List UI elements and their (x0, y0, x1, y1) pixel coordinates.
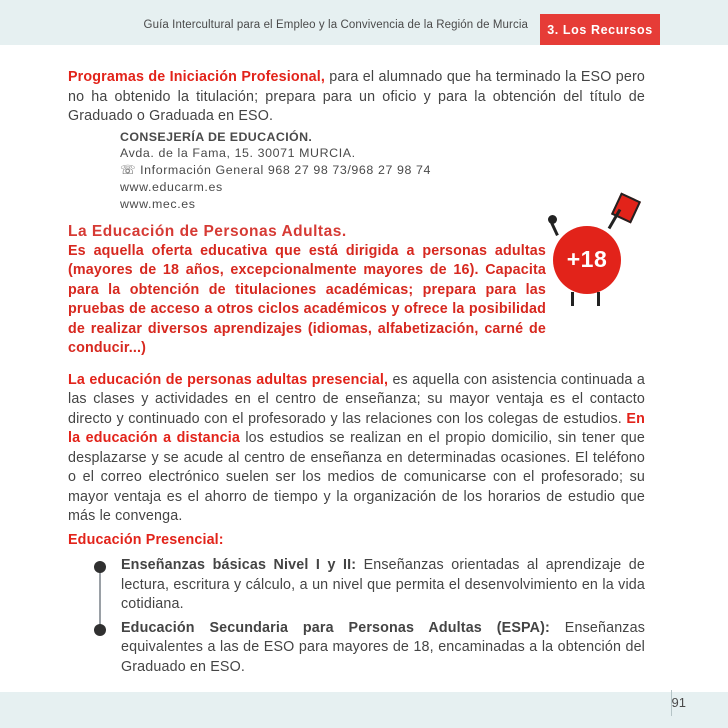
list-item-text: Enseñanzas orientadas al aprendizaje de lectura, escritura y cálculo, a un nivel que permita el desenvolvimiento en la vida cotidiana. (121, 557, 646, 613)
intro-lead: Programas de Iniciación Profesional, (68, 69, 325, 85)
bullet-icon (94, 561, 106, 573)
list-item-bold: Enseñanzas básicas Nivel I y II: (121, 557, 357, 574)
intro-paragraph (68, 68, 645, 127)
contact-phone-line (120, 162, 645, 179)
list-item (68, 619, 645, 678)
age-badge: +18 (553, 226, 621, 294)
list-item-bold: Educación Secundaria para Personas Adultas (ESPA): (121, 619, 550, 636)
adults-desc (68, 242, 546, 359)
bullet-icon (94, 624, 106, 636)
contact-address: Avda. de la Fama, 15. 30071 MURCIA. (120, 146, 356, 161)
contact-phone: Información General 968 27 98 73/968 27 98 74 (140, 163, 431, 178)
presencial-paragraph (68, 371, 645, 527)
phone-icon: ☏ (120, 163, 141, 178)
section-tab: 3. Los Recursos (540, 14, 660, 45)
intro-text: para el alumnado que ha terminado la ESO pero no ha obtenido la titulación; prepara para un oficio y para la obtención del título de Graduado o Graduada en ESO. (68, 69, 646, 124)
adults-block (68, 242, 645, 359)
page-number: 91 (671, 695, 686, 710)
contact-org: CONSEJERÍA DE EDUCACIÓN. (120, 129, 313, 144)
age-badge-figure (553, 196, 653, 306)
presencial-bold1: La educación de personas adultas presencial, (68, 371, 389, 388)
presencial-heading: Educación Presencial: (68, 531, 224, 548)
presencial-list (68, 556, 645, 677)
list-item-text: Enseñanzas equivalentes a las de ESO para mayores de 18, encaminadas a la obtención del Graduado en ESO. (121, 619, 646, 675)
guide-title: Guía Intercultural para el Empleo y la Convivencia de la Región de Murcia (143, 19, 528, 31)
page-footer (0, 692, 728, 728)
badge-leg-right (597, 292, 600, 306)
presencial-text1: es aquella con asistencia continuada a las clases y actividades en el centro de enseñanza; su mayor ventaja es el contacto directo y continuado con el profesorado y las relaciones con los colegas de estudios. (68, 371, 645, 427)
adults-desc-text: Es aquella oferta educativa que está dirigida a personas adultas (mayores de 18 años, excepcionalmente mayores de 16). Capacita para la obtención de titulaciones académicas; prepara para las pruebas de acceso a otros ciclos académicos y ofrece la posibilidad de realizar diversos aprendizajes (idiomas, alfabetización, carné de conducir...) (68, 242, 546, 357)
page-content (68, 68, 645, 681)
presencial-text2: los estudios se realizan en el propio domicilio, sin tener que desplazarse y se acude al centro de enseñanza en determinadas ocasiones. El teléfono o el correo electrónico suelen ser los medios de comunicarse con el profesorado; su mayor ventaja es el ahorro de tiempo y la organización de los horarios de estudio que más le convenga. (68, 430, 645, 525)
list-item (68, 556, 645, 615)
badge-leg-left (571, 292, 574, 306)
adults-title: La Educación de Personas Adultas. (68, 223, 347, 241)
contact-web1[interactable]: www.educarm.es (120, 179, 223, 194)
presencial-bold2: En la educación a distancia (68, 410, 645, 447)
contact-web2[interactable]: www.mec.es (120, 196, 196, 211)
